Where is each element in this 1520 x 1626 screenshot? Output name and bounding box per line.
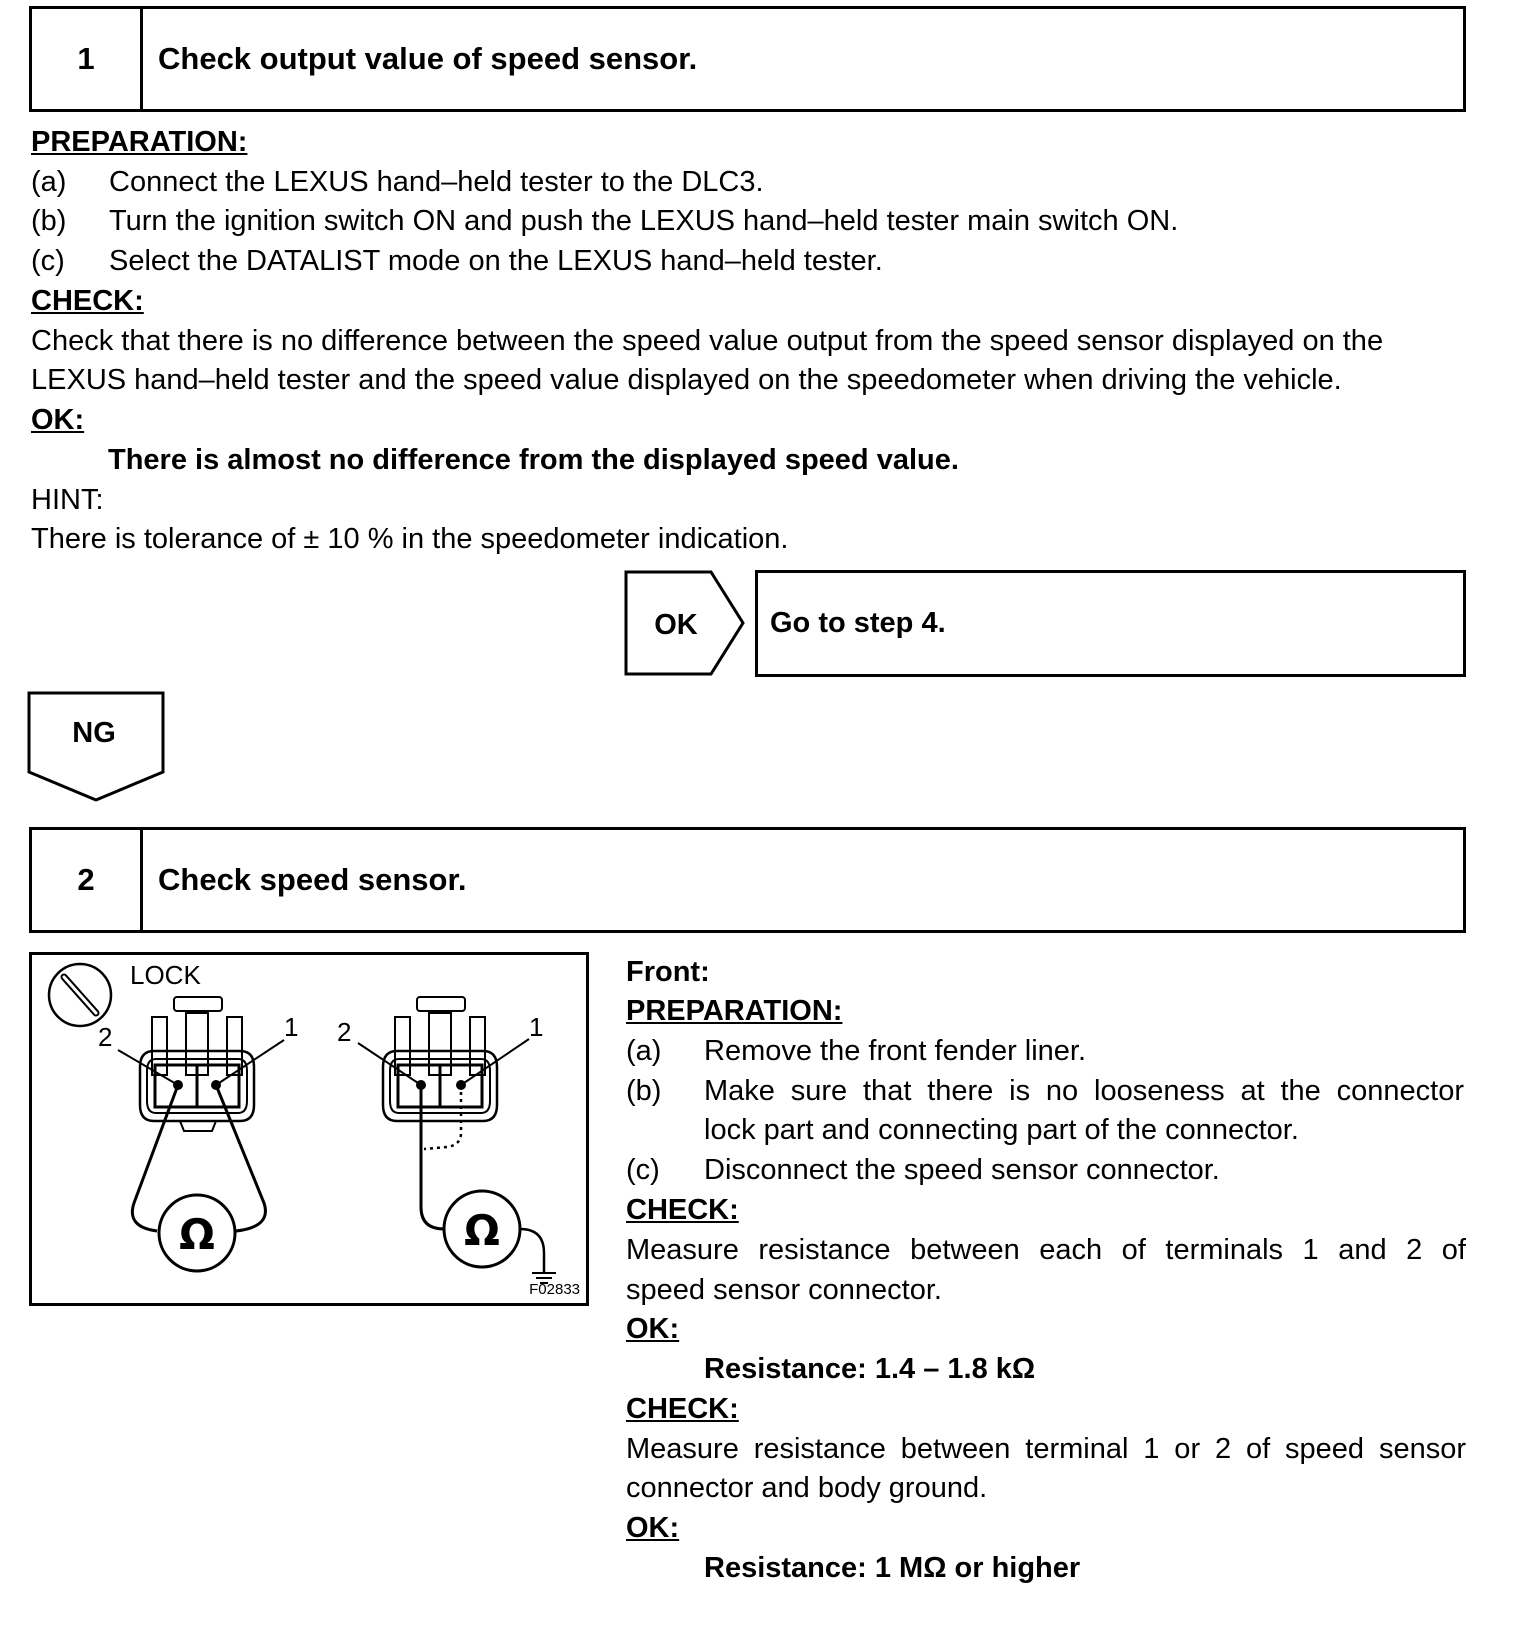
front-subheading: Front: [626,956,710,988]
step-1-box [29,6,1466,112]
terminal-label: 2 [337,1017,352,1047]
ng-arrow-icon [26,690,166,805]
ok-action-box [755,570,1466,677]
prep-item-continued: lock part and connecting part of the connector. [704,1114,1299,1146]
check-text: connector and body ground. [626,1472,988,1504]
lock-label: LOCK [130,960,201,990]
preparation-heading: PREPARATION: [626,995,843,1027]
lock-icon [49,964,111,1026]
step-2-box [29,827,1466,933]
ok-spec: Resistance: 1.4 – 1.8 kΩ [704,1353,1036,1385]
preparation-heading: PREPARATION: [31,126,248,158]
prep-item: (a) Remove the front fender liner. [626,1035,1087,1067]
prep-item: (b) Turn the ignition switch ON and push the LEXUS hand–held tester main switch ON. [31,205,1179,237]
terminal-label: 2 [98,1022,113,1052]
ok-spec: Resistance: 1 MΩ or higher [704,1552,1081,1584]
ok-spec: There is almost no difference from the displayed speed value. [108,444,959,476]
connector-figure [29,952,589,1306]
check-text: Measure resistance between terminal 1 or 2 of speed sensor [626,1433,1466,1465]
prep-item: (a) Connect the LEXUS hand–held tester to the DLC3. [31,166,764,198]
ok-heading: OK: [626,1313,680,1345]
right-connector-icon [383,997,497,1121]
ok-action-text: Go to step 4. [770,607,946,639]
hint-text: There is tolerance of ± 10 % in the speedometer indication. [31,523,789,555]
check-text: Measure resistance between each of terminals 1 and 2 of [626,1234,1466,1266]
ok-label: OK [654,609,698,641]
check-text: Check that there is no difference between the speed value output from the speed sensor displayed on the [31,325,1384,357]
check-text: speed sensor connector. [626,1274,942,1306]
ok-heading: OK: [626,1512,680,1544]
prep-item: (b) Make sure that there is no looseness at the connector [626,1075,1464,1107]
step-title: Check speed sensor. [158,862,467,897]
figure-id: F02833 [529,1281,580,1298]
terminal-label: 1 [529,1012,544,1042]
prep-item: (c) Select the DATALIST mode on the LEXUS hand–held tester. [31,245,883,277]
check-heading: CHECK: [626,1393,739,1425]
ng-label: NG [72,717,116,749]
step-title: Check output value of speed sensor. [158,41,698,76]
ok-arrow-icon [620,567,755,679]
left-connector-icon [140,997,254,1131]
svg-text:Ω: Ω [464,1206,500,1255]
terminal-label: 1 [284,1012,299,1042]
ok-heading: OK: [31,404,85,436]
ohm-symbol: Ω [179,1210,215,1259]
check-heading: CHECK: [31,285,144,317]
step-number: 1 [32,9,143,109]
prep-item: (c) Disconnect the speed sensor connector. [626,1154,1220,1186]
check-text: LEXUS hand–held tester and the speed value displayed on the speedometer when driving the vehicle. [31,364,1342,396]
hint-heading: HINT: [31,484,104,516]
check-heading: CHECK: [626,1194,739,1226]
step-number: 2 [32,830,143,930]
